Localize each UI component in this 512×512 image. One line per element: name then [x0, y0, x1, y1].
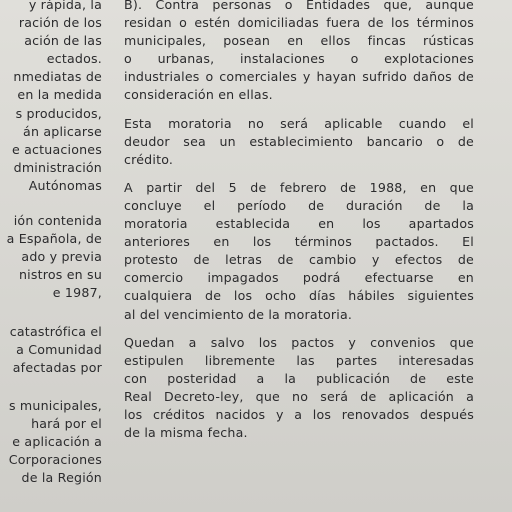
text-line: protesto de letras de cambio y efectos de — [124, 252, 474, 268]
text-line: en la medida — [17, 87, 102, 103]
left-block-1 — [0, 0, 102, 195]
text-line: ado y previa — [21, 249, 102, 265]
spacer — [0, 303, 102, 323]
text-line: án aplicarse — [23, 123, 102, 139]
left-block-2 — [0, 212, 102, 302]
text-line: consideración en ellas. — [124, 87, 273, 103]
text-line: nistros en su — [18, 267, 102, 283]
text-line: a Española, de — [6, 231, 102, 247]
text-line: o urbanas, instalaciones o explotaciones — [124, 51, 474, 67]
text-line: municipales, posean en ellos fincas rústicas — [124, 33, 474, 49]
text-line: deudor sea un establecimiento bancario o de — [124, 133, 474, 149]
left-block-4 — [0, 397, 102, 487]
text-line: hará por el — [31, 415, 102, 431]
spacer — [0, 195, 102, 212]
text-line: los créditos nacidos y a los renovados después — [124, 406, 474, 422]
text-line: Corporaciones — [8, 452, 102, 468]
text-line: A partir del 5 de febrero de 1988, en que — [124, 179, 474, 195]
text-line: e 1987, — [52, 285, 102, 301]
paragraph-4 — [124, 334, 474, 443]
text-line: Esta moratoria no será aplicable cuando el — [124, 115, 474, 131]
text-line: nmediatas de — [13, 69, 102, 85]
text-line: de la misma fecha. — [124, 425, 248, 441]
text-line: B). Contra personas o Entidades que, aunque — [124, 0, 474, 12]
text-line: s municipales, — [8, 397, 102, 413]
left-column — [0, 0, 102, 487]
text-line: residan o estén domiciliadas fuera de los términos — [124, 15, 474, 31]
text-line: e actuaciones — [11, 141, 102, 157]
left-block-3 — [0, 323, 102, 377]
text-line: de la Región — [21, 470, 102, 486]
text-line: Real Decreto-ley, que no será de aplicación a — [124, 388, 474, 404]
text-line: Quedan a salvo los pactos y convenios que — [124, 334, 474, 350]
paragraph-2 — [124, 115, 474, 169]
text-line: ectados. — [46, 51, 102, 67]
text-line: ación de las — [24, 33, 102, 49]
text-line: crédito. — [124, 151, 174, 167]
text-line: y rápida, la — [28, 0, 102, 12]
text-line: ración de los — [18, 15, 102, 31]
text-line: industriales o comerciales y hayan sufrido daños de — [124, 69, 474, 85]
text-line: estipulen libremente las partes interesadas — [124, 352, 474, 368]
text-line: moratoria establecida en los apartados — [124, 216, 474, 232]
text-line: anteriores en los términos pactados. El — [124, 234, 474, 250]
text-line: a Comunidad — [16, 341, 102, 357]
text-line: con posteridad a la publicación de este — [124, 370, 474, 386]
text-line: concluye el período de duración de la — [124, 197, 474, 213]
paragraph-1 — [124, 0, 474, 105]
text-line: cualquiera de los ocho días hábiles siguientes — [124, 288, 474, 304]
right-column — [124, 0, 474, 452]
text-line: ión contenida — [13, 213, 102, 229]
text-line: s producidos, — [15, 105, 102, 121]
text-line: comercio impagados podrá efectuarse en — [124, 270, 474, 286]
text-line: Autónomas — [28, 177, 102, 193]
text-line: catastrófica el — [9, 323, 102, 339]
text-line: afectadas por — [12, 359, 102, 375]
text-line: al del vencimiento de la moratoria. — [124, 306, 353, 322]
spacer — [0, 377, 102, 397]
paragraph-3 — [124, 179, 474, 324]
text-line: e aplicación a — [12, 433, 102, 449]
text-line: dministración — [13, 159, 102, 175]
